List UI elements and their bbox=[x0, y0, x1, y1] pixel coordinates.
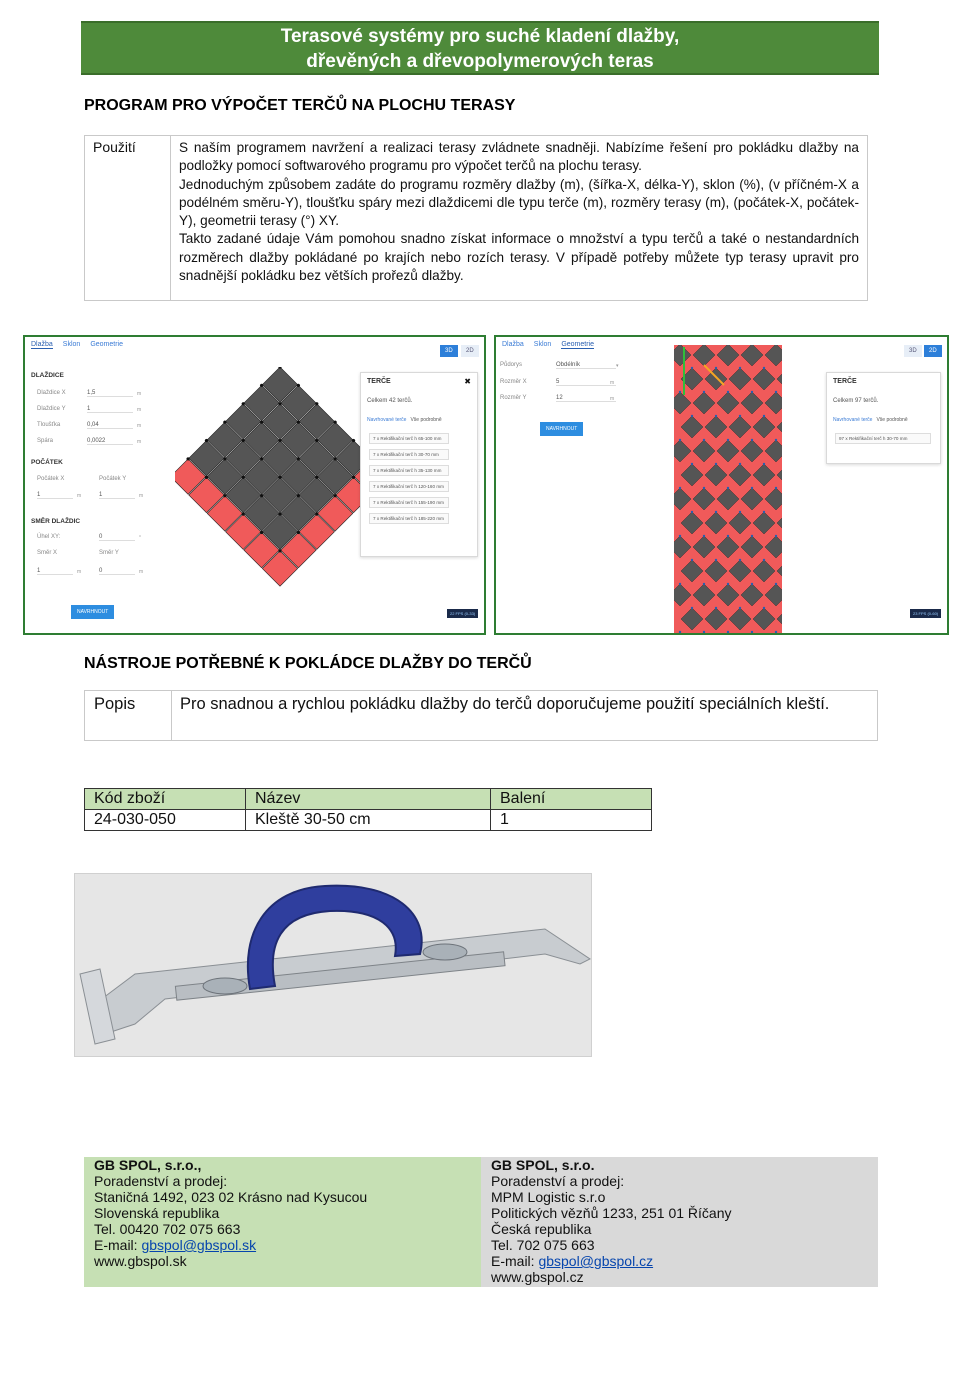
tools-text: Pro snadnou a rychlou pokládku dlažby do terčů doporučujeme použití speciálních kleští. bbox=[180, 695, 830, 713]
contact-address: Staničná 1492, 023 02 Krásno nad Kysucou bbox=[94, 1189, 368, 1205]
pedestal-point bbox=[751, 583, 753, 585]
pedestal-point bbox=[775, 535, 777, 537]
terce-panel bbox=[826, 372, 941, 464]
field-label: Dlaždice X bbox=[37, 390, 66, 396]
section-smer: SMĚR DLAŽDIC bbox=[31, 518, 81, 525]
tab-sklon[interactable]: Sklon bbox=[62, 341, 81, 348]
pedestal-point bbox=[739, 415, 741, 417]
unit-label: m bbox=[610, 396, 615, 402]
unit-label: m bbox=[137, 391, 142, 397]
pedestal-point bbox=[763, 559, 765, 561]
pedestal-point bbox=[715, 415, 717, 417]
field-label: Rozměr Y bbox=[500, 395, 527, 401]
unit-label: m bbox=[77, 569, 82, 575]
pedestal-point bbox=[691, 607, 693, 609]
pedestal-point bbox=[763, 415, 765, 417]
contact-company: MPM Logistic s.r.o bbox=[491, 1189, 606, 1205]
unit-label: m bbox=[139, 493, 144, 499]
toggle-2d[interactable]: 2D bbox=[924, 345, 942, 357]
footer-contacts bbox=[84, 1157, 878, 1287]
fps-status: 22 FPS (0-33) bbox=[447, 609, 478, 618]
field-input[interactable]: Obdélník bbox=[556, 362, 616, 369]
column-header: Název bbox=[246, 789, 491, 810]
subtab-navrhovane[interactable]: Navrhované terče bbox=[833, 417, 873, 423]
fps-status: 23 FPS (0-60) bbox=[910, 609, 941, 618]
unit-label: m bbox=[137, 439, 142, 445]
unit-label: ° bbox=[139, 535, 141, 541]
table-row bbox=[85, 810, 652, 831]
tools-table bbox=[84, 690, 878, 741]
email-label: E-mail: bbox=[491, 1253, 539, 1269]
pedestal-point bbox=[691, 511, 693, 513]
pedestal-point bbox=[739, 367, 741, 369]
contact-country: Slovenská republika bbox=[94, 1205, 220, 1221]
tile-plan-drawing bbox=[175, 367, 385, 597]
contact-phone: Tel. 702 075 663 bbox=[491, 1237, 595, 1253]
pedestal-point bbox=[727, 535, 729, 537]
pedestal-point bbox=[715, 607, 717, 609]
pedestal-point bbox=[715, 511, 717, 513]
pedestal-point bbox=[703, 391, 705, 393]
pedestal-point bbox=[751, 439, 753, 441]
company-name: GB SPOL, s.r.o., bbox=[94, 1157, 202, 1173]
subtab-vse[interactable]: Vše podrobně bbox=[876, 417, 908, 423]
field-input[interactable]: 1 bbox=[87, 406, 133, 413]
pedestal-point bbox=[679, 439, 681, 441]
pliers-illustration bbox=[75, 874, 592, 1057]
field-input[interactable]: 0 bbox=[99, 534, 135, 541]
pedestal-point bbox=[775, 487, 777, 489]
banner-title-line1: Terasové systémy pro suché kladení dlažby, bbox=[280, 26, 680, 47]
product-table-header bbox=[85, 789, 652, 810]
app1-tabs bbox=[31, 341, 123, 349]
app-screenshot-2 bbox=[494, 335, 949, 635]
pedestal-point bbox=[775, 439, 777, 441]
terce-panel-title: TERČE bbox=[833, 378, 857, 385]
tab-sklon[interactable]: Sklon bbox=[533, 341, 552, 348]
pedestal-point bbox=[703, 439, 705, 441]
pedestal-point bbox=[679, 583, 681, 585]
terce-total: Celkem 97 terčů. bbox=[833, 398, 879, 404]
field-label: Spára bbox=[37, 438, 54, 444]
pedestal-point bbox=[703, 583, 705, 585]
toggle-2d[interactable]: 2D bbox=[461, 345, 479, 357]
contact-email-line bbox=[491, 1253, 868, 1269]
pedestal-point bbox=[739, 559, 741, 561]
field-input[interactable]: 1,5 bbox=[87, 390, 133, 397]
pedestal-point bbox=[715, 559, 717, 561]
terce-row: 7 x Rektifikační terč h 120-160 mm bbox=[369, 481, 449, 492]
pedestal-point bbox=[679, 391, 681, 393]
pedestal-point bbox=[763, 607, 765, 609]
column-header: Balení bbox=[491, 789, 652, 810]
contact-email-line bbox=[94, 1237, 471, 1253]
pedestal-point bbox=[763, 511, 765, 513]
field-input[interactable]: 12 bbox=[556, 395, 616, 402]
footer-contact-sk bbox=[84, 1157, 481, 1287]
contact-web[interactable]: www.gbspol.cz bbox=[491, 1269, 584, 1285]
table-cell: Kleště 30-50 cm bbox=[246, 810, 491, 831]
unit-label: m bbox=[139, 569, 144, 575]
section-dlazdice: DLAŽDICE bbox=[31, 372, 64, 379]
product-photo-pliers bbox=[74, 873, 592, 1057]
subtab-vse[interactable]: Vše podrobně bbox=[410, 417, 442, 423]
navrhnout-button[interactable]: NAVRHNOUT bbox=[71, 605, 114, 619]
pedestal-point bbox=[751, 391, 753, 393]
pedestal-point bbox=[679, 535, 681, 537]
field-input[interactable]: 5 bbox=[556, 379, 616, 386]
pedestal-point bbox=[751, 535, 753, 537]
section-heading-program: PROGRAM PRO VÝPOČET TERČŮ NA PLOCHU TERASY bbox=[84, 97, 516, 114]
column-header: Kód zboží bbox=[85, 789, 246, 810]
email-link[interactable]: gbspol@gbspol.cz bbox=[538, 1253, 654, 1269]
banner-title-line2: dřevěných a dřevopolymerových teras bbox=[306, 51, 654, 72]
contact-country: Česká republika bbox=[491, 1221, 592, 1237]
field-label: Počátek X bbox=[37, 476, 65, 482]
contact-line: Poradenství a prodej: bbox=[94, 1173, 228, 1189]
pedestal-point bbox=[727, 439, 729, 441]
tab-geometrie[interactable]: Geometrie bbox=[90, 341, 123, 348]
field-label: Dlaždice Y bbox=[37, 406, 66, 412]
tab-dlazba[interactable]: Dlažba bbox=[502, 341, 524, 348]
pedestal-point bbox=[691, 559, 693, 561]
pedestal-point bbox=[763, 367, 765, 369]
terce-row: 97 x Rektifikační terč h 30-70 mm bbox=[835, 433, 931, 444]
terce-subtabs bbox=[833, 417, 908, 423]
pedestal-point bbox=[691, 367, 693, 369]
field-label: Počátek Y bbox=[99, 476, 127, 482]
contact-line: Poradenství a prodej: bbox=[491, 1173, 625, 1189]
product-table bbox=[84, 788, 652, 831]
pedestal-point bbox=[703, 535, 705, 537]
terce-row: 7 x Rektifikační terč h 155-190 mm bbox=[369, 497, 449, 508]
chevron-down-icon: ▾ bbox=[616, 363, 619, 369]
field-label: Tloušťka bbox=[37, 422, 61, 428]
tile-plan-drawing bbox=[674, 345, 782, 633]
pedestal-point bbox=[727, 391, 729, 393]
email-label: E-mail: bbox=[94, 1237, 142, 1253]
pedestal-point bbox=[739, 511, 741, 513]
contact-phone: Tel. 00420 702 075 663 bbox=[94, 1221, 241, 1237]
field-label: Směr Y bbox=[99, 550, 119, 556]
app2-tabs bbox=[502, 341, 594, 349]
terce-subtabs bbox=[367, 417, 442, 423]
close-icon[interactable]: ✖ bbox=[464, 377, 471, 386]
toggle-3d[interactable]: 3D bbox=[904, 345, 922, 357]
tools-label: Popis bbox=[85, 691, 172, 740]
unit-label: m bbox=[137, 423, 142, 429]
unit-label: m bbox=[77, 493, 82, 499]
usage-table bbox=[84, 135, 868, 301]
contact-web[interactable]: www.gbspol.sk bbox=[94, 1253, 187, 1269]
terce-row: 7 x Rektifikační terč h 185-220 mm bbox=[369, 513, 449, 524]
section-pocatek: POČÁTEK bbox=[31, 459, 63, 466]
terce-panel-title: TERČE bbox=[367, 378, 391, 385]
pedestal-point bbox=[691, 463, 693, 465]
pedestal-point bbox=[715, 367, 717, 369]
pedestal-point bbox=[703, 487, 705, 489]
email-link[interactable]: gbspol@gbspol.sk bbox=[141, 1237, 257, 1253]
pedestal-point bbox=[763, 463, 765, 465]
pedestal-point bbox=[691, 415, 693, 417]
pedestal-point bbox=[727, 583, 729, 585]
pedestal-point bbox=[739, 607, 741, 609]
pedestal-point bbox=[775, 583, 777, 585]
field-label: Směr X bbox=[37, 550, 58, 556]
company-name: GB SPOL, s.r.o. bbox=[491, 1157, 595, 1173]
field-input[interactable]: 0 bbox=[99, 568, 135, 575]
terce-row: 7 x Rektifikační terč h 65-100 mm bbox=[369, 433, 449, 444]
pedestal-point bbox=[727, 487, 729, 489]
field-label: Půdorys bbox=[500, 362, 523, 368]
field-label: Úhel XY: bbox=[37, 534, 61, 540]
usage-paragraph-2: Jednoduchým způsobem zadáte do programu rozměry dlažby (m), (šířka-X, délka-Y), sklon (%), (v příčném-X a podélném směru-Y), tloušťku spáry mezi dlaždicemi dle typu terče (m), rozměry terasy (m), (počátek-X, počátek-Y), geometrii terasy (°) XY. bbox=[179, 176, 859, 229]
contact-address: Politických vězňů 1233, 251 01 Říčany bbox=[491, 1205, 732, 1221]
header-banner bbox=[81, 21, 879, 75]
usage-label: Použití bbox=[85, 136, 171, 300]
terce-total: Celkem 42 terčů. bbox=[367, 398, 413, 404]
pedestal-point bbox=[751, 487, 753, 489]
section-heading-nastroje: NÁSTROJE POTŘEBNÉ K POKLÁDCE DLAŽBY DO TERČŮ bbox=[84, 655, 532, 672]
terce-row: 7 x Rektifikační terč h 35-130 mm bbox=[369, 465, 449, 476]
field-label: Rozměr X bbox=[500, 379, 527, 385]
navrhnout-button[interactable]: NAVRHNOUT bbox=[540, 422, 583, 436]
unit-label: m bbox=[137, 407, 142, 413]
pedestal-point bbox=[715, 463, 717, 465]
table-cell: 24-030-050 bbox=[85, 810, 246, 831]
tab-dlazba[interactable]: Dlažba bbox=[31, 341, 53, 348]
terce-panel bbox=[360, 372, 478, 557]
app-screenshot-1 bbox=[23, 335, 486, 635]
unit-label: m bbox=[610, 380, 615, 386]
field-input[interactable]: 1 bbox=[37, 568, 73, 575]
pedestal-point bbox=[775, 391, 777, 393]
usage-text bbox=[171, 136, 867, 300]
toggle-3d[interactable]: 3D bbox=[440, 345, 458, 357]
field-input[interactable]: 0,0022 bbox=[87, 438, 133, 445]
pedestal-point bbox=[739, 463, 741, 465]
table-cell: 1 bbox=[491, 810, 652, 831]
field-input[interactable]: 1 bbox=[99, 492, 135, 499]
tab-geometrie[interactable]: Geometrie bbox=[561, 341, 594, 348]
field-input[interactable]: 1 bbox=[37, 492, 73, 499]
terce-row: 7 x Rektifikační terč h 30-70 mm bbox=[369, 449, 449, 460]
footer-contact-cz bbox=[481, 1157, 878, 1287]
usage-paragraph-1: S naším programem navržení a realizaci terasy zvládnete snadněji. Nabízíme řešení pro pokládku dlažby na podložky pomocí softwarového programu pro výpočet terčů na plochu terasy. bbox=[179, 140, 859, 174]
field-input[interactable]: 0,04 bbox=[87, 422, 133, 429]
pedestal-point bbox=[679, 487, 681, 489]
usage-paragraph-3: Takto zadané údaje Vám pomohou snadno získat informace o množství a typu terčů a také o nestandardních rozměrech dlažby pokládané po krajích nebo rozích terasy. V případě potřeby můžete typ terasy upravit pro snadnější pokládku bez větších prořezů dlažby. bbox=[179, 231, 859, 284]
subtab-navrhovane[interactable]: Navrhované terče bbox=[367, 417, 407, 423]
